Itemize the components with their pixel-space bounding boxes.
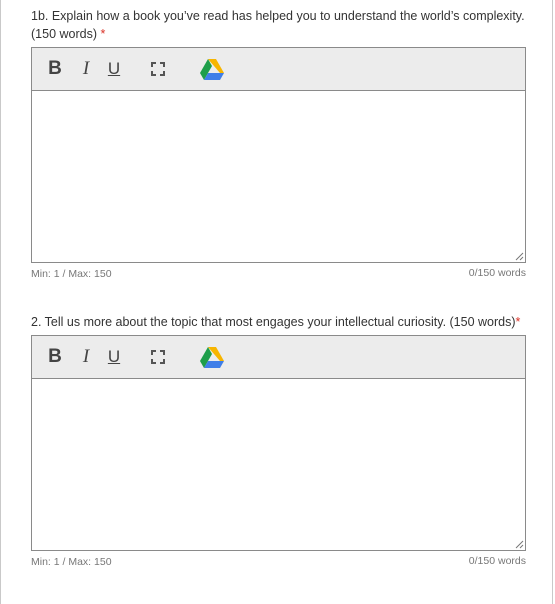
question-2 [31, 313, 526, 568]
required-marker: * [515, 315, 521, 329]
question-1-editor [31, 47, 526, 263]
answer-textarea[interactable] [32, 91, 525, 262]
resize-handle[interactable] [515, 252, 524, 261]
editor-toolbar [32, 336, 525, 379]
question-1-prompt [31, 7, 526, 43]
underline-button[interactable]: U [107, 347, 121, 366]
question-1 [31, 7, 526, 280]
google-drive-icon[interactable] [200, 58, 224, 80]
bold-button[interactable]: B [48, 58, 62, 79]
bold-button[interactable]: B [48, 346, 62, 367]
question-2-prompt [31, 313, 526, 331]
italic-button[interactable]: I [82, 346, 90, 367]
question-2-text: 2. Tell us more about the topic that most engages your intellectual curiosity. (150 words) [31, 315, 516, 329]
answer-textarea[interactable] [32, 379, 525, 550]
italic-button[interactable]: I [82, 58, 90, 79]
word-count: 0/150 words [468, 267, 526, 279]
word-limits: Min: 1 / Max: 150 [31, 556, 112, 568]
word-limits: Min: 1 / Max: 150 [31, 268, 112, 280]
question-1-text: 1b. Explain how a book you’ve read has helped you to understand the world’s complexity. (150 words) [31, 9, 525, 41]
fullscreen-icon[interactable] [150, 349, 166, 365]
google-drive-icon[interactable] [200, 346, 224, 368]
required-marker: * [100, 27, 106, 41]
question-2-editor [31, 335, 526, 551]
editor-toolbar [32, 48, 525, 91]
underline-button[interactable]: U [107, 59, 121, 78]
fullscreen-icon[interactable] [150, 61, 166, 77]
word-count: 0/150 words [468, 555, 526, 567]
resize-handle[interactable] [515, 540, 524, 549]
question-1-meta [31, 267, 526, 280]
question-2-meta [31, 555, 526, 568]
